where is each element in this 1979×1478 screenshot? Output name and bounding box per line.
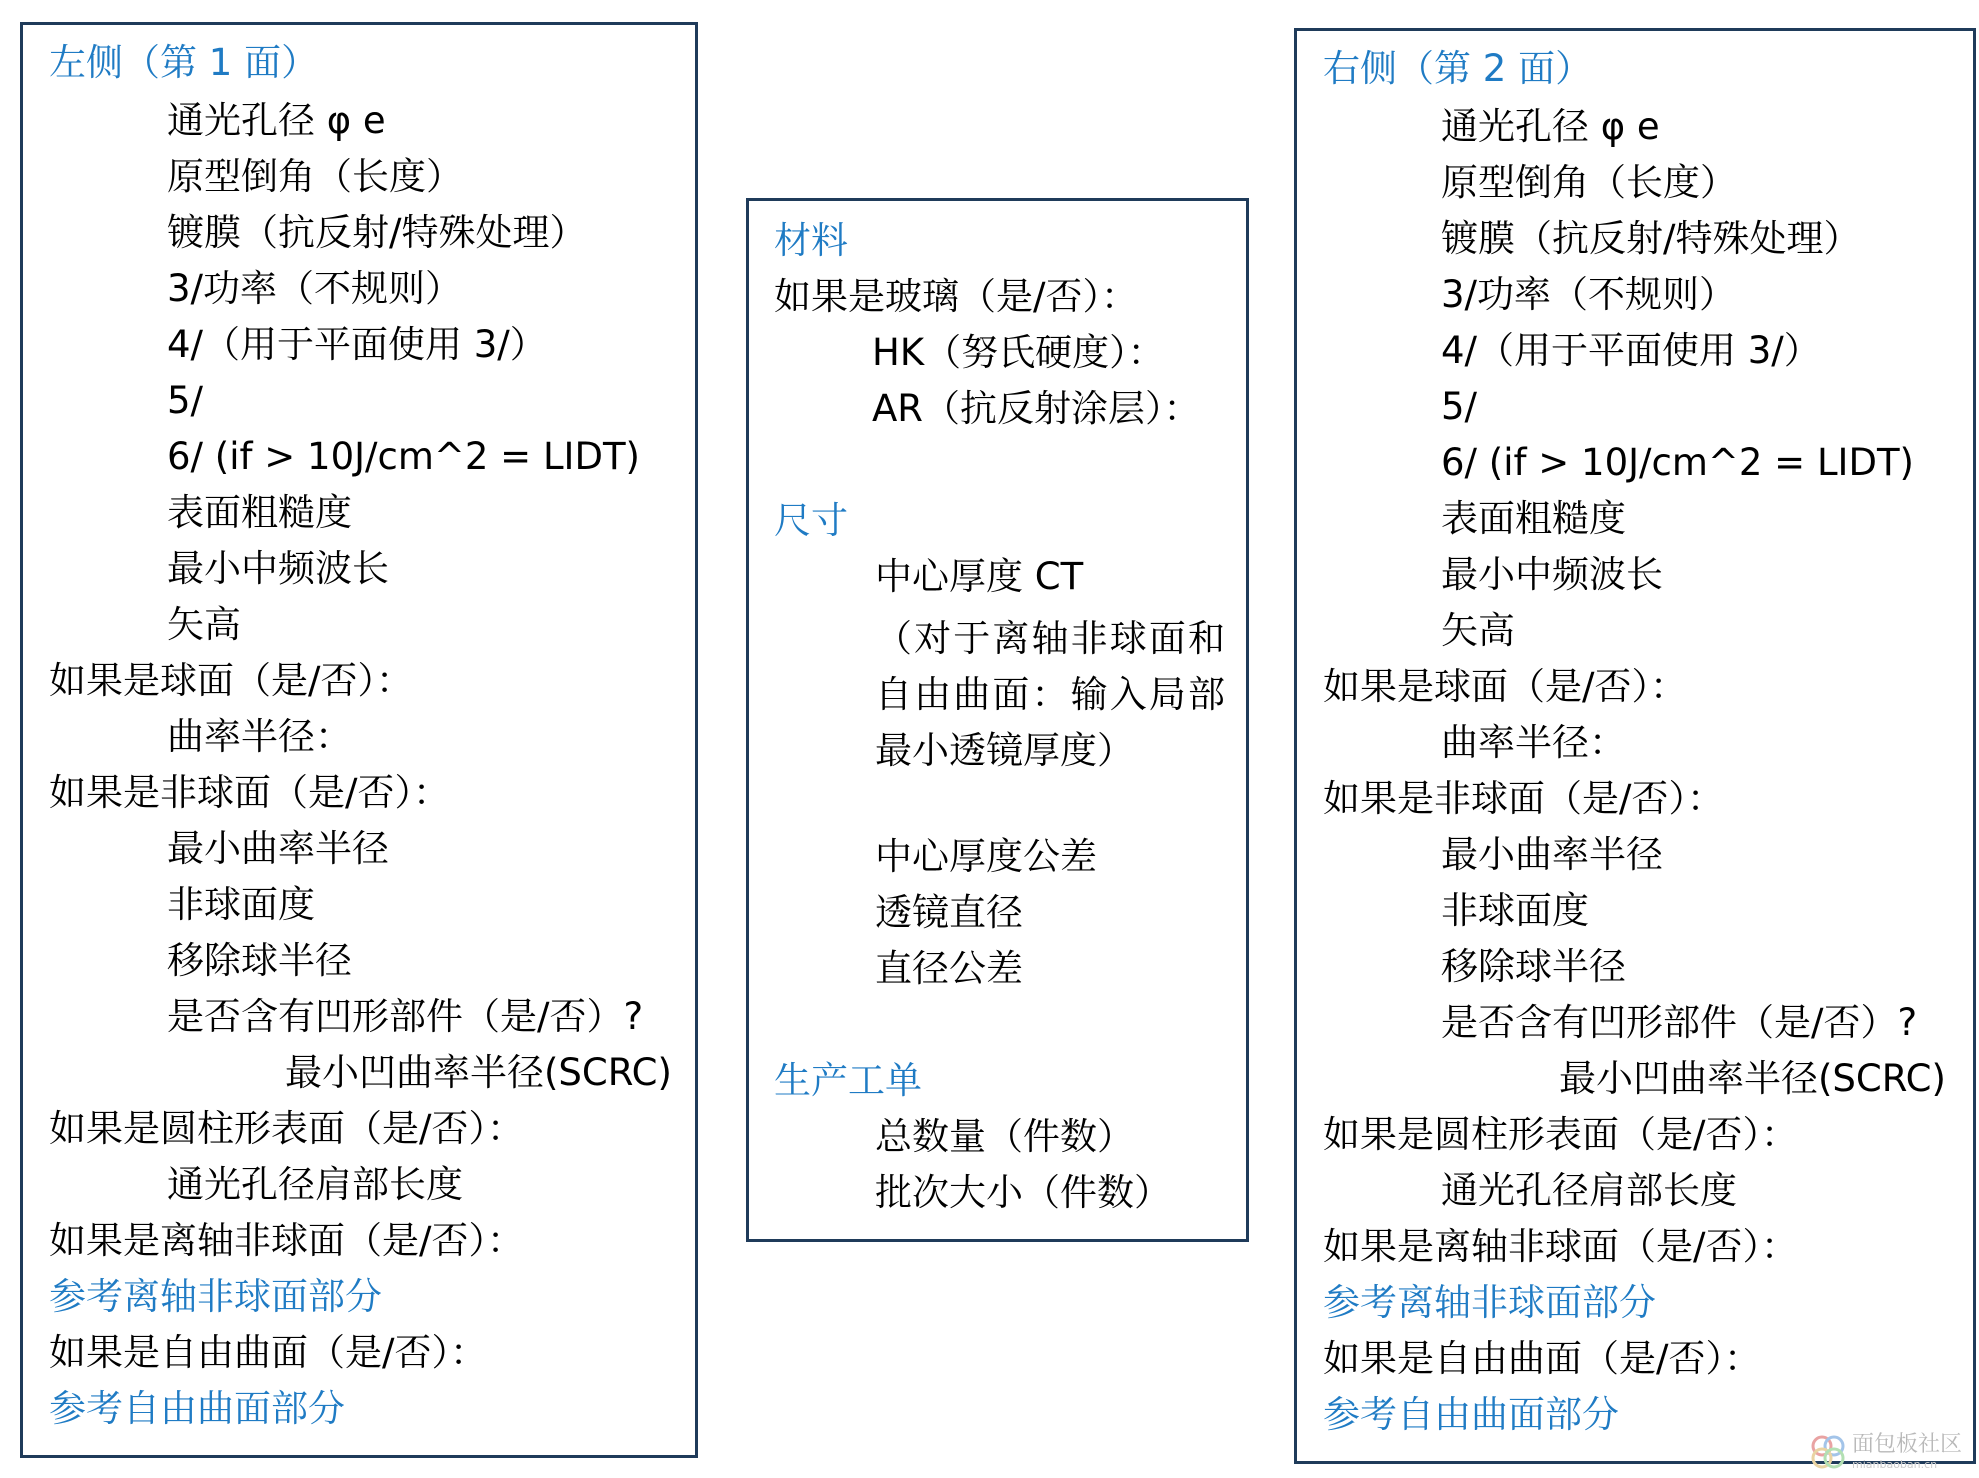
batch-size: 批次大小（件数） — [875, 1171, 1171, 1214]
center-thickness-note: （对于离轴非球面和自由曲面：输入局部最小透镜厚度） — [875, 617, 1225, 772]
right-power: 3/功率（不规则） — [1441, 273, 1737, 316]
size-title: 尺寸 — [774, 499, 848, 542]
center-thickness: 中心厚度 CT — [875, 555, 1084, 598]
right-lidt: 6/ (if > 10J/cm^2 = LIDT) — [1441, 441, 1914, 484]
watermark-text: 面包板社区 — [1852, 1432, 1963, 1457]
left-freeform-question: 如果是自由曲面（是/否）： — [49, 1331, 487, 1374]
right-radius: 曲率半径： — [1441, 721, 1626, 764]
ar-coating: AR（抗反射涂层）： — [872, 387, 1201, 430]
right-panel-title: 右侧（第 2 面） — [1323, 47, 1593, 90]
left-spherical-question: 如果是球面（是/否）： — [49, 659, 413, 702]
right-aspheric-question: 如果是非球面（是/否）： — [1323, 777, 1724, 820]
right-chamfer: 原型倒角（长度） — [1441, 161, 1737, 204]
left-chamfer: 原型倒角（长度） — [167, 155, 463, 198]
left-min-radius: 最小曲率半径 — [167, 827, 389, 870]
watermark-subtext: mianbaoban.cn — [1852, 1458, 1938, 1471]
right-concave-question: 是否含有凹形部件（是/否）? — [1441, 1001, 1918, 1044]
left-cylindrical-question: 如果是圆柱形表面（是/否）： — [49, 1107, 524, 1150]
right-freeform-question: 如果是自由曲面（是/否）： — [1323, 1337, 1761, 1380]
left-scrc: 最小凹曲率半径(SCRC) — [285, 1051, 672, 1094]
right-asphericity: 非球面度 — [1441, 889, 1589, 932]
glass-question: 如果是玻璃（是/否）： — [774, 275, 1138, 318]
left-freeform-reference: 参考自由曲面部分 — [49, 1387, 345, 1430]
left-concave-question: 是否含有凹形部件（是/否）? — [167, 995, 644, 1038]
left-power: 3/功率（不规则） — [167, 267, 463, 310]
left-off-axis-reference: 参考离轴非球面部分 — [49, 1275, 382, 1318]
right-coating: 镀膜（抗反射/特殊处理） — [1441, 217, 1861, 260]
watermark-logo-icon — [1808, 1432, 1848, 1472]
right-spherical-question: 如果是球面（是/否）： — [1323, 665, 1687, 708]
right-mid-frequency: 最小中频波长 — [1441, 553, 1663, 596]
right-shoulder-length: 通光孔径肩部长度 — [1441, 1169, 1737, 1212]
left-mid-frequency: 最小中频波长 — [167, 547, 389, 590]
right-off-axis-reference: 参考离轴非球面部分 — [1323, 1281, 1656, 1324]
left-sag: 矢高 — [167, 603, 241, 646]
right-surface-panel — [1294, 28, 1976, 1464]
left-asphericity: 非球面度 — [167, 883, 315, 926]
center-thickness-tolerance: 中心厚度公差 — [875, 835, 1097, 878]
site-watermark — [1808, 1428, 1979, 1476]
left-lidt: 6/ (if > 10J/cm^2 = LIDT) — [167, 435, 640, 478]
lens-diameter: 透镜直径 — [875, 891, 1023, 934]
left-coating: 镀膜（抗反射/特殊处理） — [167, 211, 587, 254]
left-off-axis-question: 如果是离轴非球面（是/否）： — [49, 1219, 524, 1262]
left-radius: 曲率半径： — [167, 715, 352, 758]
left-aspheric-question: 如果是非球面（是/否）： — [49, 771, 450, 814]
right-sag: 矢高 — [1441, 609, 1515, 652]
right-scrc: 最小凹曲率半径(SCRC) — [1559, 1057, 1946, 1100]
material-title: 材料 — [774, 219, 848, 262]
right-min-radius: 最小曲率半径 — [1441, 833, 1663, 876]
right-removal-sphere: 移除球半径 — [1441, 945, 1626, 988]
left-shoulder-length: 通光孔径肩部长度 — [167, 1163, 463, 1206]
left-clear-aperture: 通光孔径 φ e — [167, 99, 386, 142]
left-item-5: 5/ — [167, 379, 204, 422]
right-freeform-reference: 参考自由曲面部分 — [1323, 1393, 1619, 1436]
right-item-5: 5/ — [1441, 385, 1478, 428]
right-cylindrical-question: 如果是圆柱形表面（是/否）： — [1323, 1113, 1798, 1156]
right-roughness: 表面粗糙度 — [1441, 497, 1626, 540]
left-roughness: 表面粗糙度 — [167, 491, 352, 534]
right-flat-use: 4/（用于平面使用 3/） — [1441, 329, 1821, 372]
order-title: 生产工单 — [774, 1059, 922, 1102]
left-surface-panel — [20, 22, 698, 1458]
left-removal-sphere: 移除球半径 — [167, 939, 352, 982]
left-panel-title: 左侧（第 1 面） — [49, 41, 319, 84]
diameter-tolerance: 直径公差 — [875, 947, 1023, 990]
right-off-axis-question: 如果是离轴非球面（是/否）： — [1323, 1225, 1798, 1268]
total-quantity: 总数量（件数） — [875, 1115, 1134, 1158]
left-flat-use: 4/（用于平面使用 3/） — [167, 323, 547, 366]
right-clear-aperture: 通光孔径 φ e — [1441, 105, 1660, 148]
knoop-hardness: HK（努氏硬度）： — [872, 331, 1165, 374]
general-info-panel — [746, 198, 1249, 1242]
